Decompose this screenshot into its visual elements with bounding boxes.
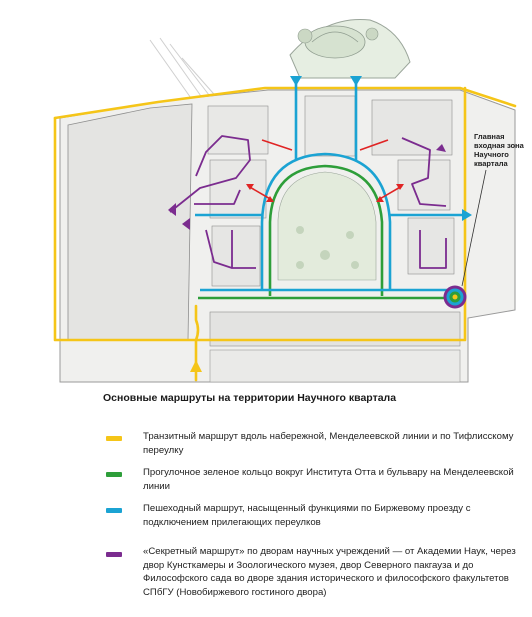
legend-swatch-transit xyxy=(106,436,122,441)
legend-text-secret: «Секретный маршрут» по дворам научных учреждений — от Академии Наук, через двор Кунсткамеры и Зоологического музея, двор Северного пакгауза и до Философского сада во дворе здания исторического и философского факультетов СПбГУ (Новобиржевого гостиного двора) xyxy=(143,546,516,598)
legend-text-transit: Транзитный маршрут вдоль набережной, Менделеевской линии и по Тифлисскому переулку xyxy=(143,431,514,456)
legend-swatch-secret xyxy=(106,552,122,557)
legend-text-green-ring: Прогулочное зеленое кольцо вокруг Института Отта и бульвару на Менделеевской линии xyxy=(143,467,514,492)
legend-swatch-pedestrian xyxy=(106,508,122,513)
legend-title: Основные маршруты на территории Научного квартала xyxy=(103,392,397,404)
main-entrance-marker xyxy=(444,286,467,309)
legend-text-pedestrian: Пешеходный маршрут, насыщенный функциями по Биржевому проезду с подключением прилегающих переулков xyxy=(143,503,471,528)
legend-swatch-green-ring xyxy=(106,472,122,477)
district-blocks xyxy=(60,90,515,382)
main-entrance-callout: Главная входная зона Научного квартала xyxy=(474,132,524,168)
